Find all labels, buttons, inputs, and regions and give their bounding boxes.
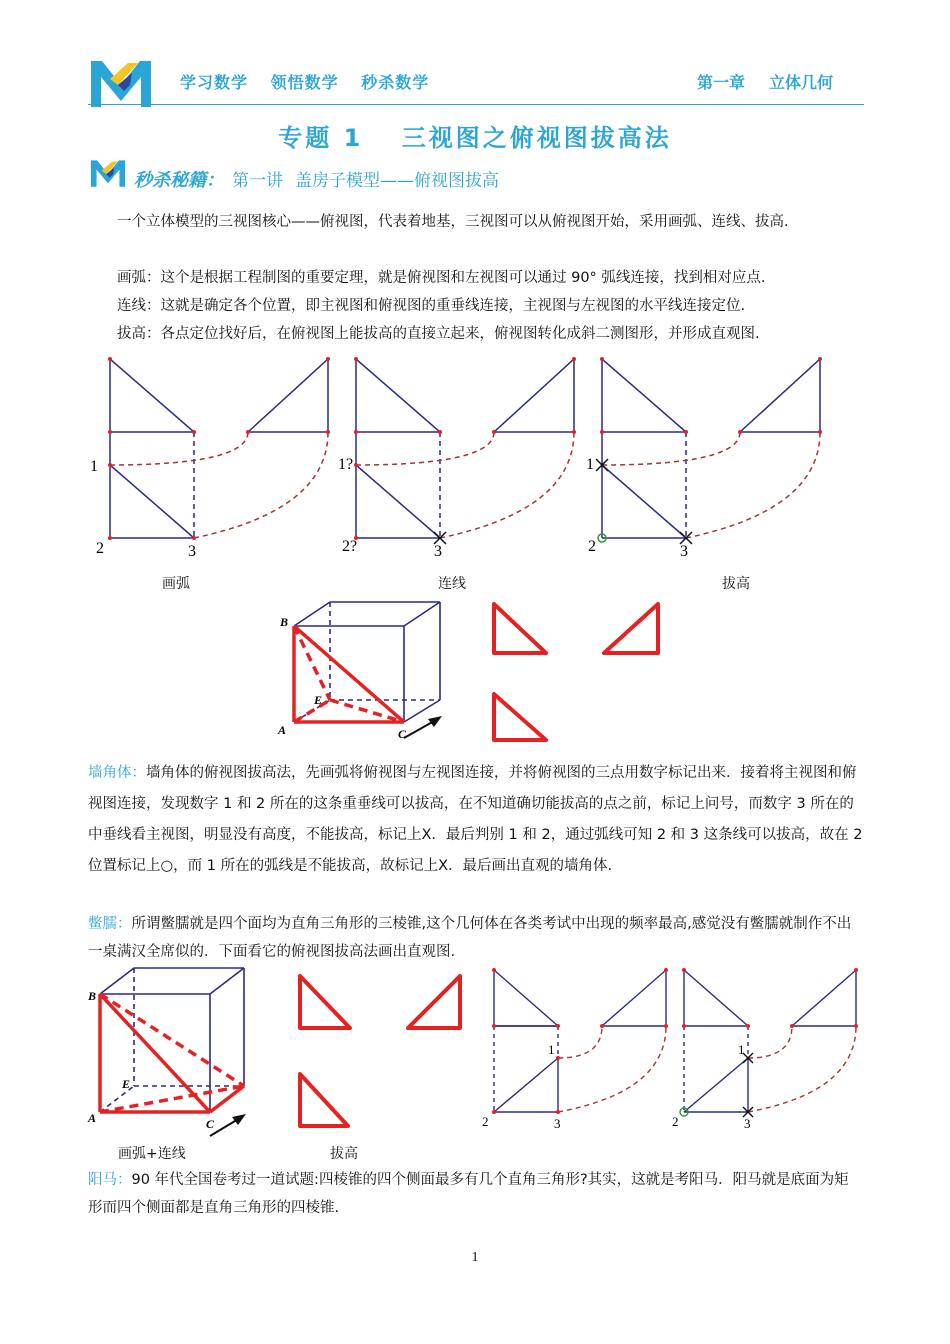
corner-body-paragraph [88, 758, 863, 882]
figure-corner-solid [276, 598, 676, 748]
fig2-vertex-b: B [280, 615, 289, 629]
page-number: 1 [471, 1250, 479, 1265]
bienao-paragraph [88, 910, 863, 966]
fig2-vertex-a: A [278, 723, 287, 737]
yangma-label: 阳马： [88, 1172, 132, 1188]
p2-label-1q: 1? [338, 456, 354, 473]
fig3-vertex-b: B [88, 989, 97, 1003]
caption-raise: 拔高 [722, 576, 750, 592]
bienao-label: 鳖臑： [88, 916, 132, 932]
panel-arc [110, 359, 328, 538]
corner-text: 墙角体的俯视图拔高法，先画弧将俯视图与左视图连接，并将俯视图的三点用数字标记出来．接着将主视图和俯视图连接，发现数字 1 和 2 所在的这条重垂线可以拔高，在不知道确切能拔高的点之前，标记上问号，而数字 3 所在的中垂线看主视图，明显没有高度，不能拔高，标记上X．最后判别 1 和 2，通过弧线可知 2 和 3 这条线可以拔高，故在 2 位置标记上○，而 1 所在的弧线是不能拔高，故标记上X．最后画出直观的墙角体. [88, 765, 863, 874]
fig3-vertex-a: A [88, 1111, 97, 1125]
yangma-paragraph [88, 1166, 863, 1222]
fig3b-label-2: 2 [672, 1114, 679, 1129]
fig3a-label-2: 2 [482, 1114, 489, 1129]
section-label: 秒杀秘籍： [134, 170, 224, 191]
header-chapter [697, 70, 833, 93]
logo [88, 55, 154, 111]
slogan-3: 秒杀数学 [361, 73, 430, 92]
chapter-title: 立体几何 [769, 73, 834, 92]
bienao-text: 所谓鳖臑就是四个面均为直角三角形的三棱锥,这个几何体在各类考试中出现的频率最高,感觉没有鳖臑就制作不出一桌满汉全席似的．下面看它的俯视图拔高法画出直观图. [88, 916, 852, 960]
yangma-text: 90 年代全国卷考过一道试题:四棱锥的四个侧面最多有几个直角三角形?其实，这就是考阳马．阳马就是底面为矩形而四个侧面都是直角三角形的四棱锥. [88, 1172, 849, 1216]
fig3a-label-1: 1 [548, 1042, 555, 1057]
p1-label-1: 1 [90, 458, 98, 475]
header-divider [88, 104, 864, 105]
fig2-vertex-c: C [398, 727, 407, 741]
lecture-title: 盖房子模型——俯视图拔高 [295, 171, 499, 191]
intro-arc: 画弧：这个是根据工程制图的重要定理，就是俯视图和左视图可以通过 90° 弧线连接，找到相对应点. [117, 270, 766, 286]
corner-label: 墙角体： [88, 765, 146, 781]
figure-bienao [86, 962, 866, 1142]
lecture-number: 第一讲 [232, 171, 283, 191]
fig3a-label-3: 3 [554, 1116, 561, 1131]
section-logo [88, 157, 128, 189]
caption-arc-line: 画弧+连线 [118, 1146, 186, 1162]
p1-label-2: 2 [96, 540, 104, 557]
fig3b-label-1: 1 [738, 1042, 745, 1057]
p3-label-3: 3 [680, 543, 688, 560]
slogan-1: 学习数学 [180, 73, 249, 92]
caption-arc: 画弧 [162, 576, 190, 592]
caption-raise-2: 拔高 [330, 1146, 358, 1162]
intro-line: 连线：这就是确定各个位置，即主视图和俯视图的重垂线连接，主视图与左视图的水平线连接定位. [117, 298, 746, 314]
p2-label-3: 3 [434, 543, 442, 560]
page-title: 专题 1 三视图之俯视图拔高法 [278, 124, 672, 152]
p1-label-3: 3 [188, 543, 196, 560]
fig3-vertex-c: C [206, 1117, 215, 1131]
caption-line: 连线 [438, 576, 466, 592]
intro-paragraph: 一个立体模型的三视图核心——俯视图，代表着地基，三视图可以从俯视图开始，采用画弧、连线、拔高. [117, 214, 789, 230]
section-lecture [232, 166, 511, 191]
fig3-vertex-e: E [122, 1077, 131, 1091]
p3-label-2: 2 [588, 538, 596, 555]
fig3b-label-3: 3 [744, 1116, 751, 1131]
header-slogans [180, 70, 445, 93]
p2-label-2q: 2? [342, 538, 358, 555]
figure-three-views [86, 350, 846, 566]
intro-raise: 拔高：各点定位找好后，在俯视图上能拔高的直接立起来，俯视图转化成斜二测图形，并形成直观图. [117, 326, 760, 342]
fig2-vertex-e: E [314, 693, 323, 707]
p3-label-1: 1 [586, 456, 594, 473]
slogan-2: 领悟数学 [270, 73, 339, 92]
chapter-number: 第一章 [697, 73, 746, 92]
